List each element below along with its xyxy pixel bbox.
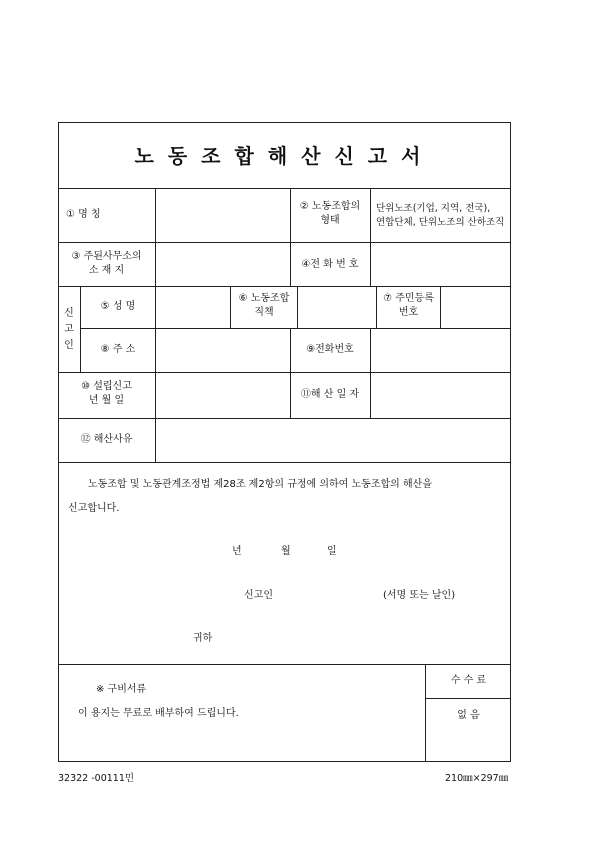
form-title: 노동조합해산신고서 <box>134 144 435 168</box>
reporter-group-label: 신 고 인 <box>64 308 74 351</box>
reporter-position-field[interactable] <box>298 287 375 327</box>
establishment-date-label: ⑩ 설립신고 년 월 일 <box>81 381 132 406</box>
reporter-address-field[interactable] <box>156 329 289 371</box>
statement-line-1: 노동조합 및 노동관계조정법 제28조 제2항의 규정에 의하여 노동조합의 해산을 <box>88 479 432 490</box>
reporter-signature-label: 신고인 <box>244 590 273 601</box>
divider <box>425 698 511 699</box>
divider <box>80 286 81 372</box>
office-address-field[interactable] <box>156 243 289 285</box>
union-form-label: ② 노동조합의 형태 <box>299 201 361 226</box>
free-distribution-note: 이 용지는 무료로 배부하여 드립니다. <box>78 708 239 719</box>
union-form-options: 단위노조(기업, 지역, 전국), 연합단체, 단위노조의 산하조직 <box>376 203 505 228</box>
reporter-position-label: ⑥ 노동조합 직책 <box>238 293 290 318</box>
signature-note: (서명 또는 날인) <box>383 590 456 601</box>
paper-size: 210㎜×297㎜ <box>445 773 509 784</box>
fee-value: 없 음 <box>457 710 480 721</box>
fee-label: 수 수 료 <box>450 675 487 686</box>
phone-field[interactable] <box>371 243 510 285</box>
reporter-id-label: ⑦ 주민등록 번호 <box>383 293 434 318</box>
dissolution-date-field[interactable] <box>371 373 510 417</box>
form-code: 32322 -00111민 <box>58 773 135 784</box>
dissolution-reason-field[interactable] <box>156 419 510 461</box>
name-field[interactable] <box>156 189 289 241</box>
dissolution-reason-label: ⑫ 해산사유 <box>80 434 133 445</box>
office-address-label: ③ 주된사무소의 소 재 지 <box>71 251 142 276</box>
name-label: ① 명 칭 <box>66 209 101 220</box>
divider <box>58 664 511 665</box>
dissolution-date-label: ⑪해 산 일 자 <box>300 389 360 400</box>
reporter-phone-label: ⑨전화번호 <box>306 344 354 355</box>
establishment-date-field[interactable] <box>156 373 289 417</box>
reporter-phone-field[interactable] <box>371 329 510 371</box>
date-year: 년 <box>232 546 242 557</box>
reporter-name-field[interactable] <box>156 287 229 327</box>
divider <box>290 328 291 418</box>
reporter-name-label: ⑤ 성 명 <box>100 301 136 312</box>
date-day: 일 <box>327 546 337 557</box>
date-month: 월 <box>281 546 291 557</box>
phone-label: ④전 화 번 호 <box>301 259 359 270</box>
reporter-id-field[interactable] <box>441 287 510 327</box>
required-documents-label: ※ 구비서류 <box>96 684 147 695</box>
statement-line-2: 신고합니다. <box>68 503 120 514</box>
recipient-label: 귀하 <box>193 633 213 644</box>
divider <box>58 462 511 463</box>
reporter-address-label: ⑧ 주 소 <box>100 344 136 355</box>
